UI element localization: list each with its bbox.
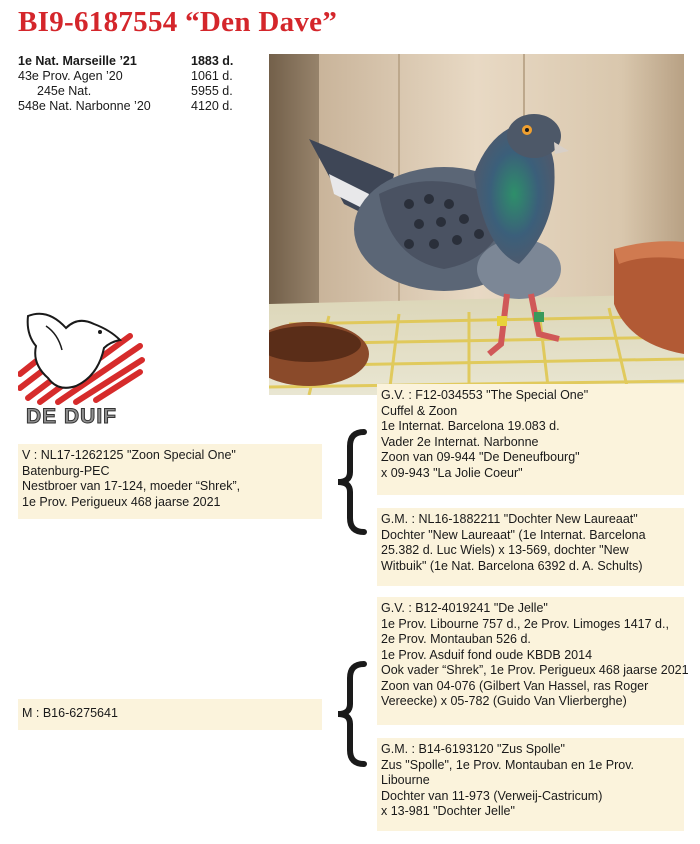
granddam-line: Libourne — [381, 773, 430, 787]
granddam-line: G.M. : NL16-1882211 "Dochter New Laureaat" — [381, 512, 638, 526]
grandsire-line: 1e Prov. Asduif fond oude KBDB 2014 — [381, 647, 593, 662]
de-duif-logo — [18, 306, 148, 428]
result-label: 1e Nat. Marseille ’21 — [18, 54, 137, 68]
grandsire-line: Vereecke) x 05-782 (Guido Van Vlierberghe) — [381, 694, 627, 708]
pigeon-photo — [269, 54, 684, 395]
sire-line: Nestbroer van 17-124, moeder “Shrek”, — [22, 479, 241, 493]
sire-father-box — [377, 384, 684, 495]
dam-father-box — [377, 597, 689, 725]
result-value: 5955 d. — [191, 84, 233, 98]
granddam-line: Witbuik" (1e Nat. Barcelona 6392 d. A. Schults) — [381, 558, 643, 573]
result-value: 1883 d. — [191, 54, 234, 68]
grandsire-line: G.V. : F12-034553 "The Special One" — [381, 388, 589, 402]
dam-brace-icon — [330, 660, 370, 768]
result-value: 4120 d. — [191, 99, 233, 113]
grandsire-line: x 09-943 "La Jolie Coeur" — [381, 465, 523, 480]
granddam-line: 25.382 d. Luc Wiels) x 13-569, dochter "New — [381, 543, 629, 557]
grandsire-line: G.V. : B12-4019241 "De Jelle" — [381, 601, 548, 615]
granddam-line: Dochter "New Laureaat" (1e Internat. Barcelona — [381, 527, 646, 542]
sire-line: V : NL17-1262125 "Zoon Special One" — [22, 448, 236, 462]
result-label: 245e Nat. — [37, 84, 92, 98]
grandsire-line: Zoon van 04-076 (Gilbert Van Hassel, ras Roger — [381, 678, 649, 693]
grandsire-line: Cuffel & Zoon — [381, 403, 458, 418]
sire-line: 1e Prov. Perigueux 468 jaarse 2021 — [22, 494, 221, 509]
sire-mother-box — [377, 508, 684, 586]
result-label: 43e Prov. Agen ’20 — [18, 69, 123, 83]
result-label: 548e Nat. Narbonne ’20 — [18, 99, 151, 113]
sire-brace-icon — [330, 428, 370, 536]
grandsire-line: Ook vader “Shrek”, 1e Prov. Perigueux 468 jaarse 2021 — [381, 663, 689, 677]
granddam-line: G.M. : B14-6193120 "Zus Spolle" — [381, 742, 565, 756]
logo-text: DE DUIF — [26, 405, 117, 428]
granddam-line: Dochter van 11-973 (Verweij-Castricum) — [381, 788, 603, 803]
sire-line: Batenburg-PEC — [22, 463, 110, 478]
granddam-line: x 13-981 "Dochter Jelle" — [381, 804, 515, 818]
sire-box — [18, 444, 322, 519]
grandsire-line: Zoon van 09-944 "De Deneufbourg" — [381, 450, 580, 464]
grandsire-line: 1e Internat. Barcelona 19.083 d. — [381, 419, 560, 433]
grandsire-line: Vader 2e Internat. Narbonne — [381, 434, 539, 449]
dam-line: M : B16-6275641 — [22, 706, 118, 720]
dam-mother-box — [377, 738, 684, 831]
grandsire-line: 1e Prov. Libourne 757 d., 2e Prov. Limoges 1417 d., — [381, 616, 669, 631]
granddam-line: Zus "Spolle", 1e Prov. Montauban en 1e Prov. — [381, 757, 634, 772]
result-value: 1061 d. — [191, 69, 233, 83]
grandsire-line: 2e Prov. Montauban 526 d. — [381, 632, 531, 646]
page-title: BI9-6187554 “Den Dave” — [18, 6, 338, 38]
dam-box — [18, 699, 322, 730]
